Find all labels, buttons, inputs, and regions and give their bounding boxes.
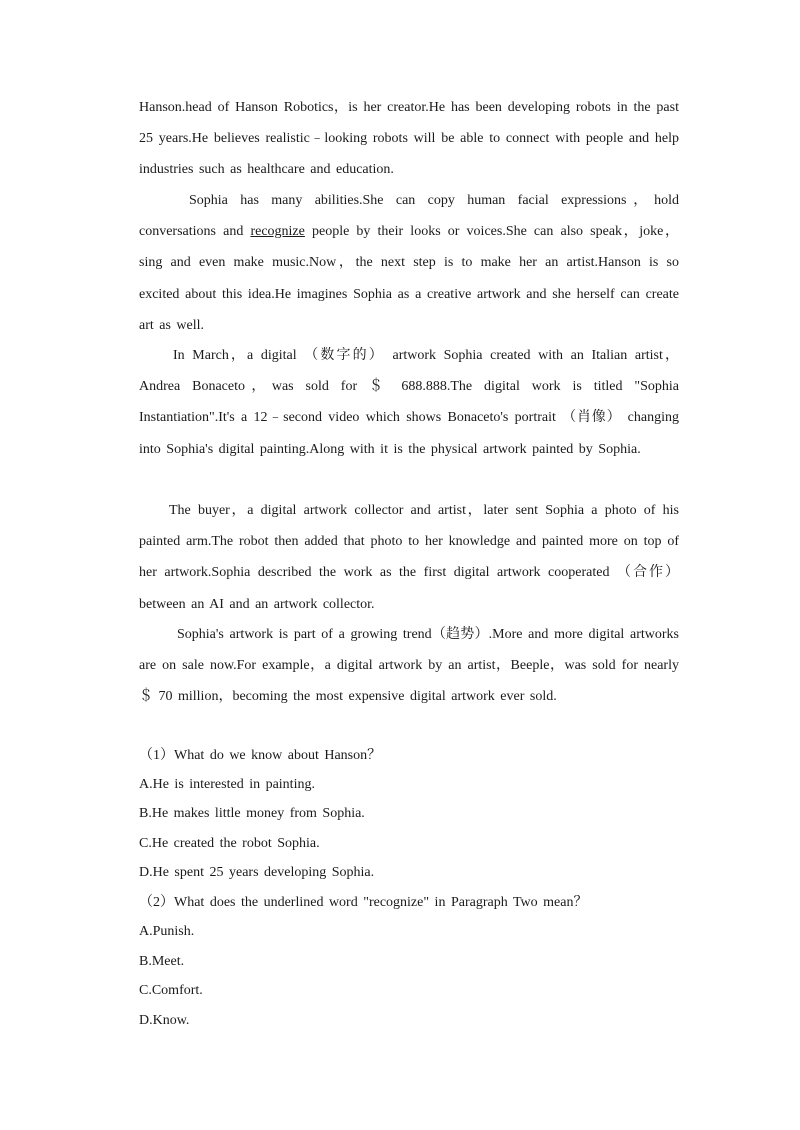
question-1-option-c: C.He created the robot Sophia. <box>139 836 320 851</box>
paragraph-4: The buyer，a digital artwork collector and artist，later sent Sophia a photo of his painted arm.The robot then added that photo to her knowledge and painted more on top of her artwork.Sophia described the work as the first digital artwork cooperated （合作） between an AI and an artwork collector. <box>139 503 679 612</box>
paragraph-5: Sophia's artwork is part of a growing trend（趋势）.More and more digital artworks are on sale now.For example，a digital artwork by an artist，Beeple，was sold for nearly ＄ 70 million，becoming the most expensive digital artwork ever sold. <box>139 627 679 705</box>
question-2-option-d: D.Know. <box>139 1013 190 1028</box>
question-2-option-b: B.Meet. <box>139 954 185 969</box>
question-2-option-a: A.Punish. <box>139 924 195 939</box>
question-2-stem: （2）What does the underlined word "recognize" in Paragraph Two mean？ <box>139 895 588 910</box>
question-1-option-a: A.He is interested in painting. <box>139 777 315 792</box>
question-2-option-c: C.Comfort. <box>139 983 203 998</box>
paragraph-3: In March，a digital （数字的） artwork Sophia created with an Italian artist，Andrea Bonaceto，was sold for ＄ 688.888.The digital work is titled "Sophia Instantiation".It's a 12﹣second video which shows Bonaceto's portrait （肖像） changing into Sophia's digital painting.Along with it is the physical artwork painted by Sophia. <box>139 348 679 457</box>
question-1-stem: （1）What do we know about Hanson？ <box>139 748 382 763</box>
paragraph-2-start: Sophia has many abilities.She can copy human facial expressions，hold conversations and <box>139 193 679 240</box>
underlined-word: recognize <box>250 224 305 240</box>
paragraph-1: Hanson.head of Hanson Robotics，is her creator.He has been developing robots in the past 25 years.He believes realistic﹣looking robots will be able to connect with people and help industries such as healthcare and education. <box>139 100 679 178</box>
paragraph-2 <box>139 185 679 341</box>
question-1-option-b: B.He makes little money from Sophia. <box>139 806 365 821</box>
paragraph-2-end: people by their looks or voices.She can also speak，joke，sing and even make music.Now，the next step is to make her an artist.Hanson is so excited about this idea.He imagines Sophia as a creative artwork and she herself can create art as well. <box>139 224 679 333</box>
question-1-option-d: D.He spent 25 years developing Sophia. <box>139 865 375 880</box>
